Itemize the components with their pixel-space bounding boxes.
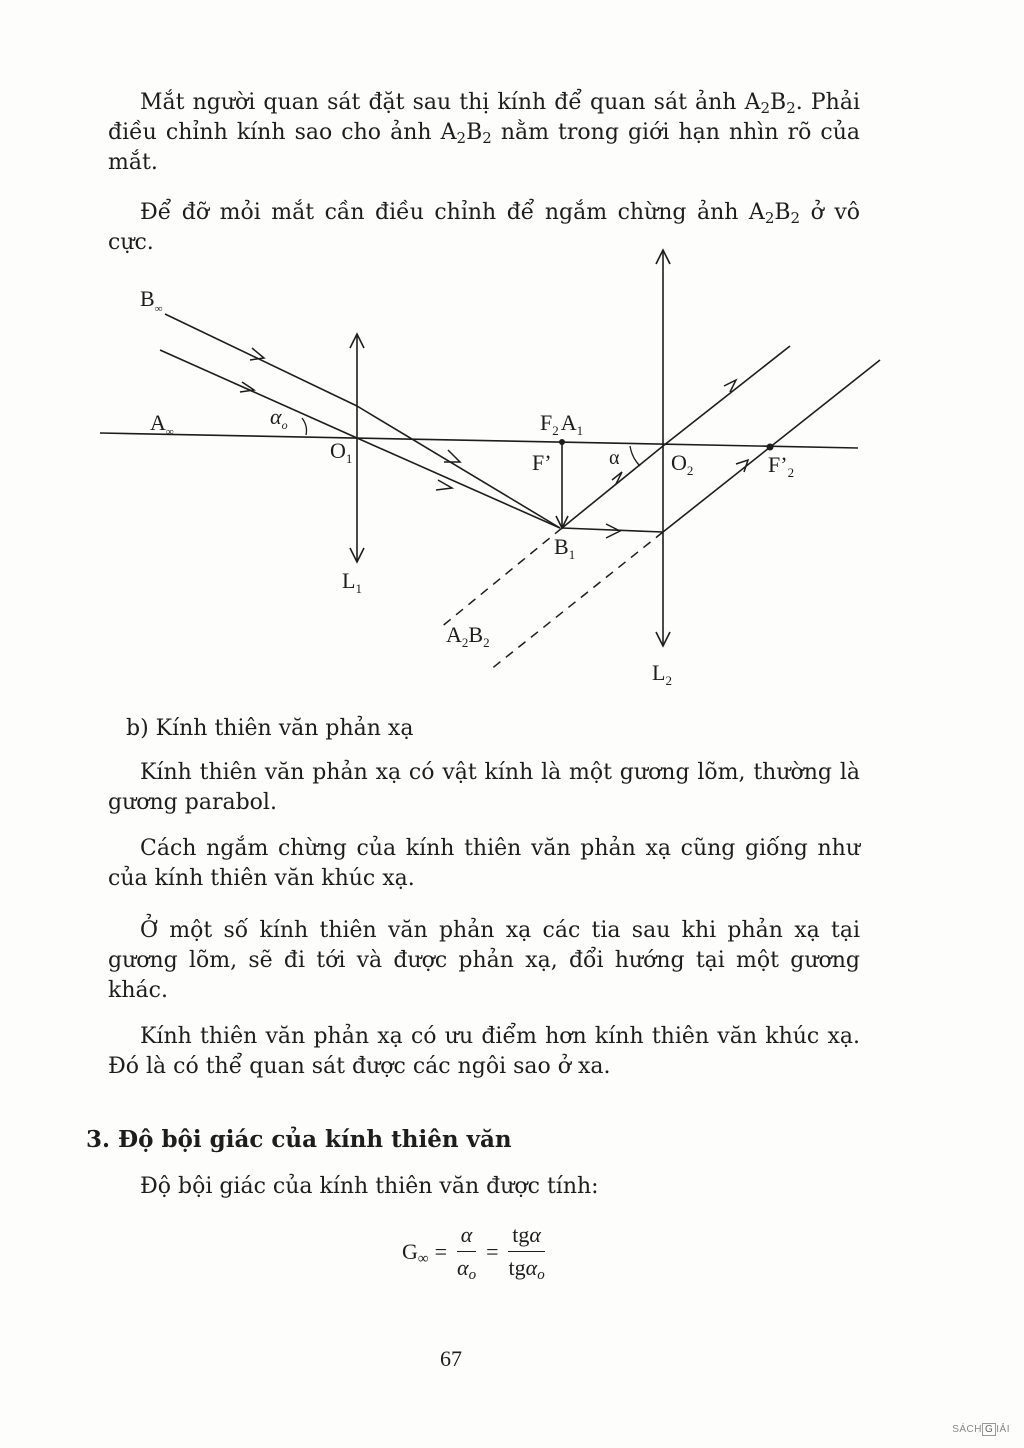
paragraph-formula-intro: Độ bội giác của kính thiên văn được tính: (140, 1174, 599, 1199)
label-alpha: α (609, 447, 620, 469)
label-alpha0: $\alpha_o$ (270, 404, 288, 432)
paragraph-advantage: Kính thiên văn phản xạ có ưu điểm hơn kính thiên văn khúc xạ. Đó là có thể quan sát được các ngôi sao ở xa. (108, 1024, 860, 1079)
paragraph-observer-eye: Mắt người quan sát đặt sau thị kính để quan sát ảnh $A_2B_2$. Phải điều chỉnh kính sao cho ảnh $A_2B_2$ nằm trong giới hạn nhìn rõ của mắt. (108, 90, 860, 175)
publisher-watermark: SÁCH G IẢI (952, 1424, 1010, 1435)
label-f2-a1: $F_2A_1$ (540, 410, 584, 438)
label-b-infinity: $B_\infty$ (140, 286, 163, 315)
label-f-prime: F’ (532, 450, 552, 475)
refracting-telescope-diagram (0, 236, 1024, 696)
label-a-infinity: $A_\infty$ (150, 410, 174, 438)
paragraph-infinity-focus: Để đỡ mỏi mắt cần điều chỉnh để ngắm chừng ảnh $A_2B_2$ ở vô cực. (108, 200, 861, 255)
incoming-ray-2 (160, 350, 357, 438)
magnification-formula: $G_\infty$ = $\frac{\alpha}{\alpha_o}$ = $\frac{\text{tgα}}{tg\alpha_o}$ (402, 1222, 545, 1283)
label-l2: $L_2$ (652, 660, 672, 688)
label-a2b2: $A_2B_2$ (446, 622, 490, 650)
paragraph-focusing: Cách ngắm chừng của kính thiên văn phản xạ cũng giống như của kính thiên văn khúc xạ. (108, 836, 860, 891)
paragraph-secondary-mirror: Ở một số kính thiên văn phản xạ các tia sau khi phản xạ tại gương lõm, sẽ đi tới và được phản xạ, đổi hướng tại một gương khác. (108, 918, 860, 1003)
label-o1: $O_1$ (330, 438, 353, 466)
page-number: 67 (440, 1346, 462, 1371)
label-f2-prime: $F’_2$ (768, 452, 795, 480)
label-b1: $B_1$ (554, 534, 576, 562)
label-l1: $L_1$ (342, 568, 362, 596)
paragraph-reflecting-mirror: Kính thiên văn phản xạ có vật kính là một gương lõm, thường là gương parabol. (108, 760, 860, 815)
principal-axis (100, 433, 858, 448)
subsection-b-title: b) Kính thiên văn phản xạ (126, 716, 414, 741)
incoming-ray-1 (165, 314, 357, 406)
label-o2: $O_2$ (671, 450, 694, 478)
section-3-heading: 3. Độ bội giác của kính thiên văn (86, 1126, 512, 1153)
